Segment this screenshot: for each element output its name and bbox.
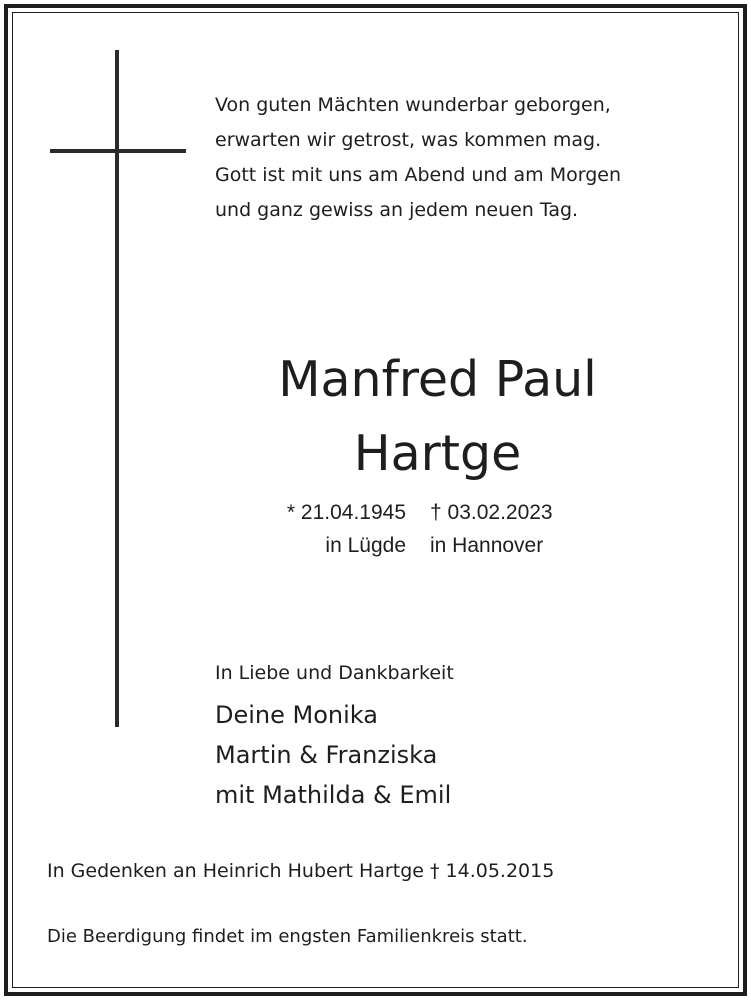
mourners-intro: In Liebe und Dankbarkeit <box>215 662 454 684</box>
mourner-name: Deine Monika <box>215 701 378 729</box>
cross-horizontal-bar <box>50 149 186 153</box>
mourner-name: Martin & Franziska <box>215 741 438 769</box>
birth-place: in Lügde <box>325 534 406 557</box>
poem-line: und ganz gewiss an jedem neuen Tag. <box>215 199 579 221</box>
poem-line: erwarten wir getrost, was kommen mag. <box>215 129 602 151</box>
death-info <box>430 496 553 562</box>
deceased-given-names: Manfred Paul <box>278 351 597 408</box>
funeral-note: Die Beerdigung findet im engsten Familienkreis statt. <box>47 926 528 947</box>
deceased-surname: Hartge <box>353 425 522 482</box>
death-place: in Hannover <box>430 534 544 557</box>
mourner-name: mit Mathilda & Emil <box>215 781 452 809</box>
poem-line: Von guten Mächten wunderbar geborgen, <box>215 94 611 116</box>
birth-info <box>287 496 406 562</box>
memoriam-line: In Gedenken an Heinrich Hubert Hartge † 14.05.2015 <box>47 860 555 882</box>
poem-line: Gott ist mit uns am Abend und am Morgen <box>215 164 621 186</box>
death-date: † 03.02.2023 <box>430 501 553 524</box>
birth-date: * 21.04.1945 <box>286 501 406 524</box>
poem-verse <box>215 88 715 228</box>
mourners-list <box>215 695 451 815</box>
